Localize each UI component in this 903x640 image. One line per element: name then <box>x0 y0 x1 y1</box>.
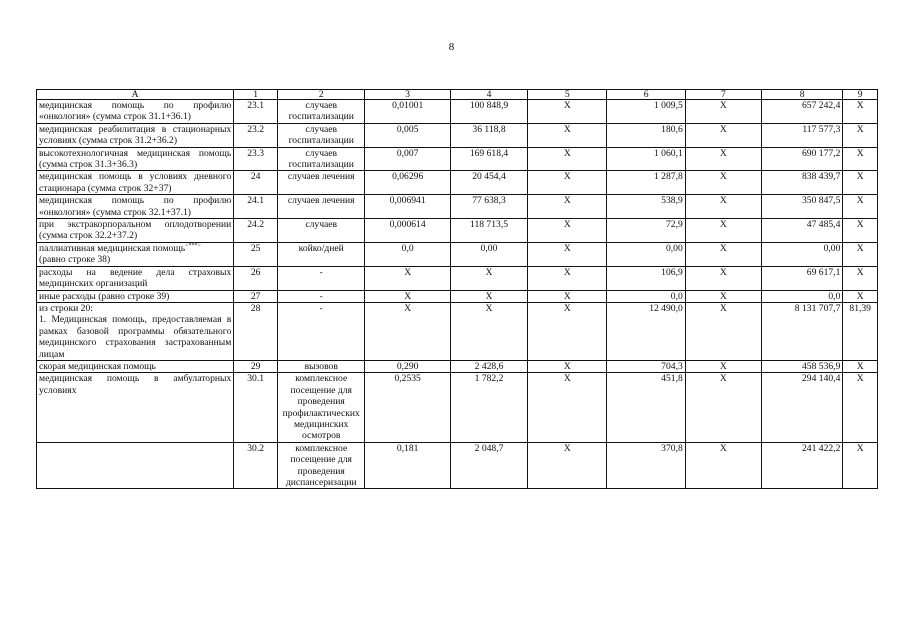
row-number: 25 <box>234 242 278 266</box>
value-cell: 1 782,2 <box>450 373 527 442</box>
row-description: высокотехнологичная медицинская помощь (сумма строк 31.3+36.3) <box>37 147 234 171</box>
value-cell: 690 177,2 <box>762 147 843 171</box>
row-number: 24 <box>234 171 278 195</box>
value-cell: X <box>685 219 761 243</box>
unit-cell: комплексное посещение для проведения диспансеризации <box>278 442 365 489</box>
unit-cell: случаев госпитализации <box>278 100 365 124</box>
value-cell: 657 242,4 <box>762 100 843 124</box>
value-cell: 0,006941 <box>365 195 450 219</box>
value-cell: 0,290 <box>365 360 450 372</box>
value-cell: X <box>685 266 761 290</box>
value-cell: 180,6 <box>607 123 685 147</box>
row-description: медицинская реабилитация в стационарных условиях (сумма строк 31.2+36.2) <box>37 123 234 147</box>
value-cell: X <box>843 442 878 489</box>
row-number: 30.2 <box>234 442 278 489</box>
unit-cell: случаев госпитализации <box>278 147 365 171</box>
value-cell: 0,007 <box>365 147 450 171</box>
value-cell: 2 048,7 <box>450 442 527 489</box>
table-row <box>37 242 878 266</box>
table-row <box>37 171 878 195</box>
value-cell: 1 060,1 <box>607 147 685 171</box>
value-cell: 0,005 <box>365 123 450 147</box>
value-cell: X <box>843 123 878 147</box>
value-cell: X <box>528 147 607 171</box>
value-cell: X <box>365 266 450 290</box>
value-cell: 20 454,4 <box>450 171 527 195</box>
row-number: 29 <box>234 360 278 372</box>
data-table <box>36 89 878 489</box>
row-number: 27 <box>234 290 278 302</box>
unit-cell: - <box>278 290 365 302</box>
value-cell: 118 713,5 <box>450 219 527 243</box>
unit-cell: случаев лечения <box>278 195 365 219</box>
value-cell: 0,2535 <box>365 373 450 442</box>
value-cell: X <box>685 100 761 124</box>
row-description: медицинская помощь по профилю «онкология» (сумма строк 31.1+36.1) <box>37 100 234 124</box>
table-row <box>37 360 878 372</box>
table-row <box>37 195 878 219</box>
value-cell: X <box>685 302 761 360</box>
value-cell: 100 848,9 <box>450 100 527 124</box>
table-row <box>37 302 878 360</box>
value-cell: 0,01001 <box>365 100 450 124</box>
value-cell: X <box>685 147 761 171</box>
value-cell: 47 485,4 <box>762 219 843 243</box>
value-cell: 0,00 <box>607 242 685 266</box>
row-description: при экстракорпоральном оплодотворении (сумма строк 32.2+37.2) <box>37 219 234 243</box>
header-cell: 3 <box>365 90 450 100</box>
row-description: расходы на ведение дела страховых медицинских организаций <box>37 266 234 290</box>
row-description: паллиативная медицинская помощь<***> (равно строке 38) <box>37 242 234 266</box>
header-cell: 5 <box>528 90 607 100</box>
value-cell: 1 009,5 <box>607 100 685 124</box>
value-cell: X <box>685 290 761 302</box>
header-cell: А <box>37 90 234 100</box>
value-cell: X <box>528 123 607 147</box>
header-cell: 8 <box>762 90 843 100</box>
value-cell: X <box>528 171 607 195</box>
value-cell: X <box>685 373 761 442</box>
value-cell: 72,9 <box>607 219 685 243</box>
value-cell: 458 536,9 <box>762 360 843 372</box>
row-number: 24.2 <box>234 219 278 243</box>
value-cell: X <box>528 100 607 124</box>
header-cell: 4 <box>450 90 527 100</box>
value-cell: X <box>528 373 607 442</box>
page-number: 8 <box>448 41 455 53</box>
row-number: 26 <box>234 266 278 290</box>
header-cell: 1 <box>234 90 278 100</box>
row-description <box>37 442 234 489</box>
value-cell: X <box>528 302 607 360</box>
value-cell: X <box>365 302 450 360</box>
value-cell: X <box>685 123 761 147</box>
value-cell: 838 439,7 <box>762 171 843 195</box>
header-row <box>37 90 878 100</box>
value-cell: 36 118,8 <box>450 123 527 147</box>
value-cell: X <box>843 360 878 372</box>
header-cell: 6 <box>607 90 685 100</box>
value-cell: X <box>450 266 527 290</box>
value-cell: X <box>685 242 761 266</box>
value-cell: 169 618,4 <box>450 147 527 171</box>
value-cell: 0,0 <box>762 290 843 302</box>
value-cell: X <box>685 171 761 195</box>
value-cell: X <box>450 302 527 360</box>
value-cell: 294 140,4 <box>762 373 843 442</box>
row-number: 28 <box>234 302 278 360</box>
row-description: медицинская помощь в амбулаторных условиях <box>37 373 234 442</box>
table-row <box>37 219 878 243</box>
row-number: 23.1 <box>234 100 278 124</box>
value-cell: X <box>843 373 878 442</box>
value-cell: X <box>685 195 761 219</box>
value-cell: X <box>528 442 607 489</box>
value-cell: 704,3 <box>607 360 685 372</box>
value-cell: 0,0 <box>607 290 685 302</box>
row-number: 24.1 <box>234 195 278 219</box>
value-cell: X <box>528 195 607 219</box>
value-cell: X <box>528 242 607 266</box>
value-cell: 370,8 <box>607 442 685 489</box>
value-cell: X <box>528 266 607 290</box>
value-cell: X <box>843 171 878 195</box>
header-cell: 7 <box>685 90 761 100</box>
value-cell: X <box>365 290 450 302</box>
unit-cell: случаев <box>278 219 365 243</box>
row-description: медицинская помощь в условиях дневного стационара (сумма строк 32+37) <box>37 171 234 195</box>
unit-cell: вызовов <box>278 360 365 372</box>
value-cell: 0,00 <box>762 242 843 266</box>
value-cell: 451,8 <box>607 373 685 442</box>
table-row <box>37 100 878 124</box>
value-cell: 0,000614 <box>365 219 450 243</box>
row-number: 23.3 <box>234 147 278 171</box>
value-cell: 1 287,8 <box>607 171 685 195</box>
header-cell: 2 <box>278 90 365 100</box>
value-cell: X <box>528 290 607 302</box>
value-cell: 77 638,3 <box>450 195 527 219</box>
row-description: из строки 20: 1. Медицинская помощь, предоставляемая в рамках базовой программы обязательного медицинского страхования застрахованным лицам <box>37 302 234 360</box>
table-row <box>37 147 878 171</box>
value-cell: 117 577,3 <box>762 123 843 147</box>
footnote-marker: <***> <box>185 242 201 249</box>
unit-cell: случаев госпитализации <box>278 123 365 147</box>
row-description: иные расходы (равно строке 39) <box>37 290 234 302</box>
unit-cell: случаев лечения <box>278 171 365 195</box>
value-cell: 81,39 <box>843 302 878 360</box>
row-description: медицинская помощь по профилю «онкология» (сумма строк 32.1+37.1) <box>37 195 234 219</box>
value-cell: 12 490,0 <box>607 302 685 360</box>
value-cell: 0,181 <box>365 442 450 489</box>
value-cell: X <box>450 290 527 302</box>
value-cell: 0,0 <box>365 242 450 266</box>
header-cell: 9 <box>843 90 878 100</box>
value-cell: 0,00 <box>450 242 527 266</box>
unit-cell: комплексное посещение для проведения профилактических медицинских осмотров <box>278 373 365 442</box>
row-number: 30.1 <box>234 373 278 442</box>
value-cell: X <box>685 442 761 489</box>
value-cell: X <box>843 290 878 302</box>
value-cell: X <box>528 360 607 372</box>
value-cell: 350 847,5 <box>762 195 843 219</box>
value-cell: X <box>843 242 878 266</box>
value-cell: X <box>843 266 878 290</box>
table-row <box>37 442 878 489</box>
value-cell: 538,9 <box>607 195 685 219</box>
value-cell: 241 422,2 <box>762 442 843 489</box>
value-cell: X <box>843 195 878 219</box>
value-cell: X <box>843 219 878 243</box>
value-cell: X <box>843 147 878 171</box>
value-cell: 69 617,1 <box>762 266 843 290</box>
row-description: скорая медицинская помощь <box>37 360 234 372</box>
value-cell: 106,9 <box>607 266 685 290</box>
table-row <box>37 266 878 290</box>
table-row <box>37 373 878 442</box>
row-number: 23.2 <box>234 123 278 147</box>
value-cell: X <box>843 100 878 124</box>
unit-cell: - <box>278 302 365 360</box>
table-row <box>37 290 878 302</box>
table-row <box>37 123 878 147</box>
value-cell: X <box>528 219 607 243</box>
value-cell: 0,06296 <box>365 171 450 195</box>
unit-cell: - <box>278 266 365 290</box>
value-cell: 8 131 707,7 <box>762 302 843 360</box>
value-cell: X <box>685 360 761 372</box>
value-cell: 2 428,6 <box>450 360 527 372</box>
unit-cell: койко/дней <box>278 242 365 266</box>
